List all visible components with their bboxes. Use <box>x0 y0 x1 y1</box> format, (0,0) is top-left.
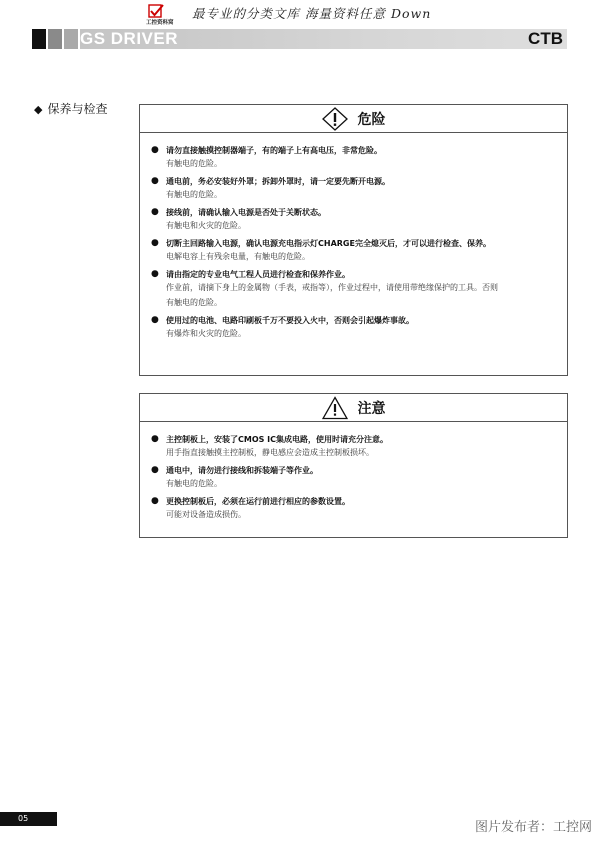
header-model: CTB <box>528 29 563 48</box>
warning-triangle-icon <box>322 396 348 420</box>
danger-item-main <box>150 207 553 218</box>
danger-box-header <box>140 105 567 133</box>
danger-item <box>150 238 553 264</box>
danger-list <box>140 133 567 341</box>
caution-box <box>139 393 568 538</box>
caution-item-main <box>150 496 553 507</box>
section-heading <box>34 100 107 117</box>
danger-item-main <box>150 269 553 280</box>
danger-item-main <box>150 315 553 326</box>
danger-item-text: 请勿直接触摸控制器端子，有的端子上有高电压，非常危险。 <box>166 146 382 155</box>
caution-box-header <box>140 394 567 422</box>
danger-item-text: 使用过的电池、电路印刷板千万不要投入火中，否则会引起爆炸事故。 <box>166 316 414 325</box>
danger-item-text: 请由指定的专业电气工程人员进行检查和保养作业。 <box>166 270 350 279</box>
caution-title: 注意 <box>357 400 386 417</box>
page-number-tab <box>0 812 57 826</box>
caution-item-text: 更换控制板后，必须在运行前进行相应的参数设置。 <box>166 497 350 506</box>
caution-item-text: 通电中，请勿进行接线和拆装端子等作业。 <box>166 466 318 475</box>
danger-item-note: 有爆炸和火灾的危险。 <box>166 329 246 338</box>
bullet-icon: ● <box>151 269 159 279</box>
header-bar <box>32 29 567 49</box>
page-number: 05 <box>18 814 29 823</box>
caution-item <box>150 465 553 491</box>
danger-item-note: 有触电的危险。 <box>166 298 222 307</box>
header-block-lightgray <box>64 29 78 49</box>
danger-item-main <box>150 238 553 249</box>
header-title: GS DRIVER <box>80 29 179 48</box>
caution-list <box>140 422 567 522</box>
caution-item-note: 可能对设备造成损伤。 <box>166 510 246 519</box>
header-block-black <box>32 29 46 49</box>
caution-item <box>150 434 553 460</box>
danger-item <box>150 269 553 310</box>
danger-item-main <box>150 145 553 156</box>
bullet-icon: ● <box>151 145 159 155</box>
danger-item-note: 有触电和火灾的危险。 <box>166 221 246 230</box>
danger-item-note: 有触电的危险。 <box>166 190 222 199</box>
danger-item-main <box>150 176 553 187</box>
danger-item-note: 作业前，请摘下身上的金属物（手表，戒指等），作业过程中，请使用带绝缘保护的工具。否则 <box>166 283 498 292</box>
danger-item-text: 切断主回路输入电源，确认电源充电指示灯CHARGE完全熄灭后，才可以进行检查、保养。 <box>166 239 491 248</box>
caution-item-text: 主控制板上，安装了CMOS IC集成电路，使用时请充分注意。 <box>166 435 389 444</box>
bullet-icon: ● <box>151 238 159 248</box>
caution-item <box>150 496 553 522</box>
bullet-icon: ● <box>151 315 159 325</box>
checkmark-logo-icon <box>148 4 164 18</box>
danger-item <box>150 176 553 202</box>
header-block-gray <box>48 29 62 49</box>
caution-item-main <box>150 434 553 445</box>
top-banner <box>0 0 600 28</box>
danger-item <box>150 145 553 171</box>
danger-title: 危险 <box>357 111 386 128</box>
exclamation-diamond-icon <box>322 107 348 131</box>
bullet-icon: ● <box>151 207 159 217</box>
caution-item-main <box>150 465 553 476</box>
section-heading-text: 保养与检查 <box>47 102 108 116</box>
caution-item-note: 有触电的危险。 <box>166 479 222 488</box>
bullet-icon: ● <box>151 496 159 506</box>
publisher-watermark: 图片发布者：工控网 <box>474 820 592 835</box>
danger-item-text: 通电前，务必安装好外罩；拆卸外罩时，请一定要先断开电源。 <box>166 177 390 186</box>
bullet-icon: ● <box>151 176 159 186</box>
danger-box <box>139 104 568 376</box>
danger-item <box>150 207 553 233</box>
logo-caption: 工控资料窝 <box>146 20 174 26</box>
bullet-icon: ● <box>151 434 159 444</box>
danger-item-text: 接线前，请确认输入电源是否处于关断状态。 <box>166 208 326 217</box>
bullet-icon: ● <box>151 465 159 475</box>
slogan: 最专业的分类文库 海量资料任意 Down <box>192 6 432 21</box>
danger-item <box>150 315 553 341</box>
danger-item-note: 电解电容上有残余电量，有触电的危险。 <box>166 252 310 261</box>
caution-item-note: 用手指直接触摸主控制板，静电感应会造成主控制板损坏。 <box>166 448 374 457</box>
diamond-bullet-icon: ◆ <box>34 103 43 116</box>
danger-item-note: 有触电的危险。 <box>166 159 222 168</box>
